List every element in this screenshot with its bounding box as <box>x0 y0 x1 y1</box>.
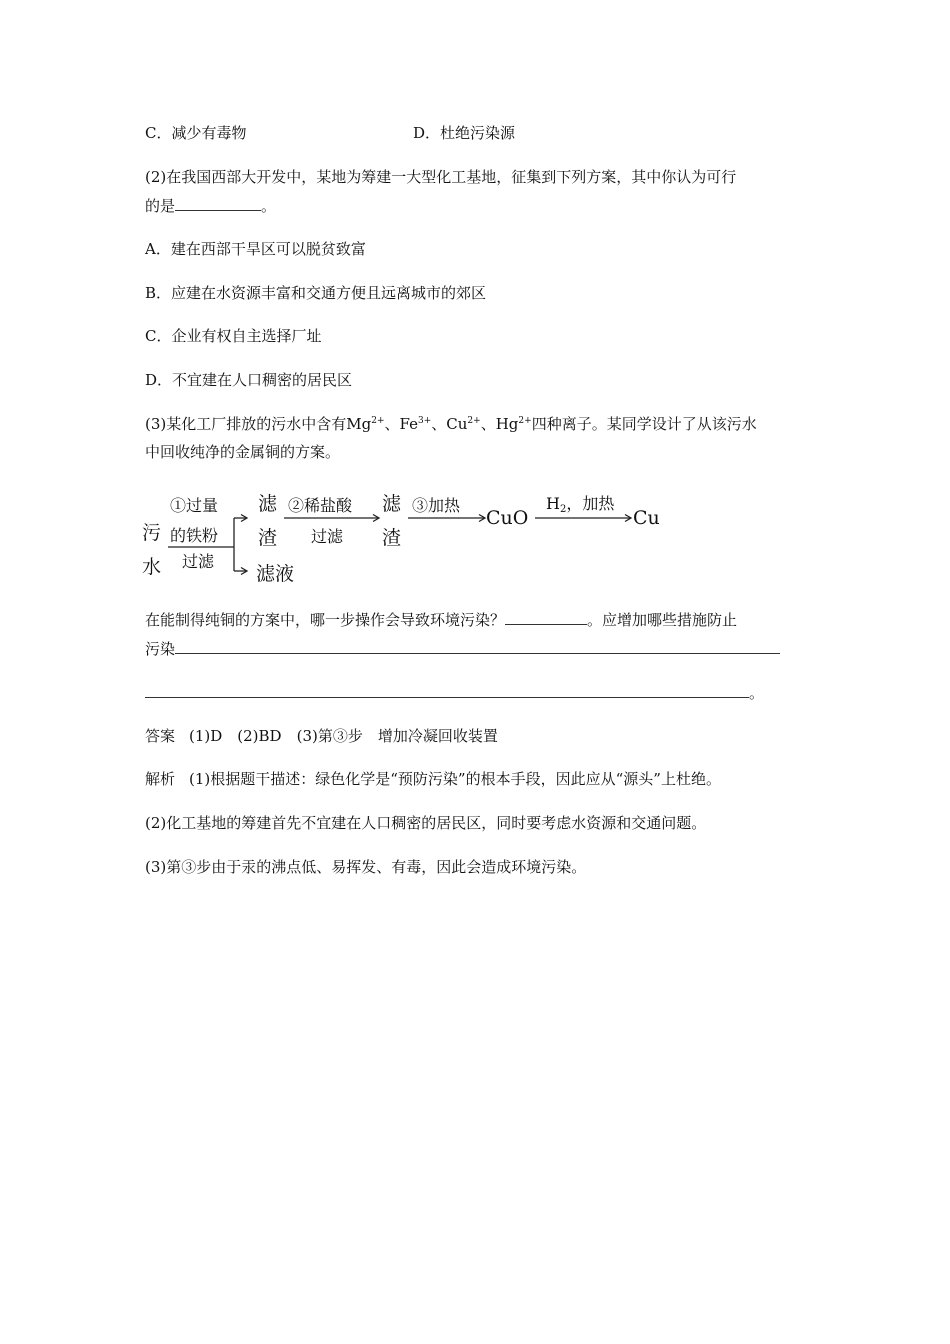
step1-operation: 过滤 <box>182 552 215 571</box>
q3-stem-line1: (3)某化工厂排放的污水中含有$Mg^{2+}$、$Fe^{3+}$、$Cu^{2+}$、$Hg^{2+}$四种离子。某同学设计了从该污水 <box>145 415 757 433</box>
q2-option-c: C．企业有权自主选择厂址 <box>145 327 322 345</box>
q3-question-line3: 。 <box>145 683 764 703</box>
q2-option-d: D．不宜建在人口稠密的居民区 <box>145 371 353 389</box>
answer-text: (1)D (2)BD (3)第③步 增加冷凝回收装置 <box>189 727 498 745</box>
residue2-label-1: 滤 <box>382 493 402 515</box>
step3-condition: ③加热 <box>412 496 461 515</box>
wastewater-label-2: 水 <box>142 556 162 578</box>
q3-measure-blank-1 <box>175 639 780 654</box>
q3-step-blank <box>505 610 587 625</box>
ion-hg: $Hg^{2+}$ <box>495 415 532 433</box>
step4-condition: $H_2$，加热 <box>546 494 615 515</box>
analysis-line1: 解析 (1)根据题干描述：绿色化学是“预防污染”的根本手段，因此应从“源头”上杜绝。 <box>145 770 721 788</box>
analysis-label: 解析 <box>145 770 176 788</box>
q3-measure-blank-2 <box>145 683 749 698</box>
q3-stem-line2: 中回收纯净的金属铜的方案。 <box>145 443 341 461</box>
step2-reagent: ②稀盐酸 <box>288 496 353 515</box>
q3-question-line2: 污染 <box>145 639 780 659</box>
q2-answer-blank <box>175 196 261 211</box>
q3-question-line1: 在能制得纯铜的方案中，哪一步操作会导致环境污染？ 。应增加哪些措施防止 <box>145 611 738 629</box>
copper-recovery-flowchart <box>140 486 680 586</box>
wastewater-label-1: 污 <box>142 522 162 544</box>
answer-line <box>145 726 498 746</box>
step1-reagent-2: 的铁粉 <box>170 526 219 545</box>
analysis-line3: (3)第③步由于汞的沸点低、易挥发、有毒，因此会造成环境污染。 <box>145 858 587 876</box>
q2-stem-line2: 的是 。 <box>145 197 277 215</box>
filtrate-label: 滤液 <box>256 563 295 585</box>
ion-cu: $Cu^{2+}$ <box>446 415 481 433</box>
product-cu: Cu <box>633 507 660 529</box>
q1-option-c: C．减少有毒物 <box>145 124 247 142</box>
step1-reagent-1: ①过量 <box>170 496 219 515</box>
product-cuo: CuO <box>486 507 529 529</box>
q2-option-b: B．应建在水资源丰富和交通方便且远离城市的郊区 <box>145 284 487 302</box>
ion-mg: $Mg^{2+}$ <box>346 415 385 433</box>
q1-option-d: D．杜绝污染源 <box>413 124 516 142</box>
q2-stem-line1: (2)在我国西部大开发中，某地为筹建一大型化工基地，征集到下列方案，其中你认为可行 <box>145 168 737 186</box>
analysis-line2: (2)化工基地的筹建首先不宜建在人口稠密的居民区，同时要考虑水资源和交通问题。 <box>145 814 707 832</box>
step2-operation: 过滤 <box>311 527 344 546</box>
residue2-label-2: 渣 <box>382 527 402 549</box>
residue1-label-1: 滤 <box>258 493 278 515</box>
q1-options-row <box>145 123 645 143</box>
q2-option-a: A．建在西部干旱区可以脱贫致富 <box>145 240 366 258</box>
residue1-label-2: 渣 <box>258 527 278 549</box>
answer-label: 答案 <box>145 727 176 745</box>
ion-fe: $Fe^{3+}$ <box>399 415 432 433</box>
